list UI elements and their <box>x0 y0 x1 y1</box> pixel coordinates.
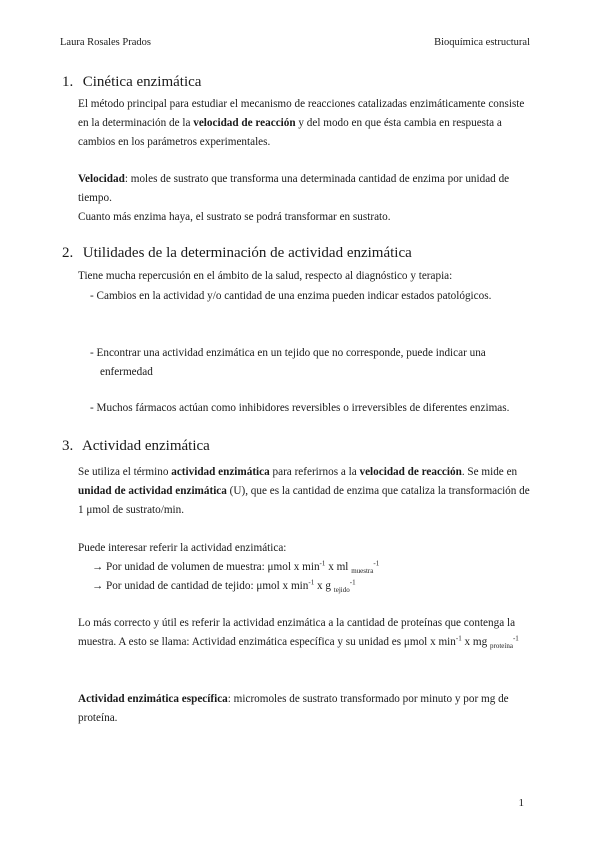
section-2-heading <box>62 245 412 262</box>
section-1-title: Cinética enzimática <box>82 74 202 90</box>
s3-paragraph-4: Actividad enzimática específica: micromoles de sustrato transformado por minuto y por mg de proteína. <box>78 693 509 724</box>
s1-paragraph-velocidad: Velocidad: moles de sustrato que transforma una determinada cantidad de enzima por unidad de tiempo. <box>78 173 510 204</box>
term-actividad-especifica: Actividad enzimática específica <box>78 693 228 705</box>
section-1-number: 1. <box>62 74 74 90</box>
section-1-heading <box>62 74 201 91</box>
header-author: Laura Rosales Prados <box>60 37 151 48</box>
term-velocidad-reaccion: velocidad de reacción <box>193 117 296 129</box>
list-item: - Encontrar una actividad enzimática en un tejido que no corresponde, puede indicar una enfermedad <box>90 347 486 378</box>
s1-paragraph-1: El método principal para estudiar el mecanismo de reacciones catalizadas enzimáticamente consiste en la determinación de la velocidad de reacción y del modo en que ésta cambia en respuesta a cambios en los parámetros experimentales. <box>78 98 525 148</box>
s3-paragraph-3: Lo más correcto y útil es referir la actividad enzimática a la cantidad de proteínas que contenga la muestra. A esto se llama: Actividad enzimática específica y su unidad es μmol x $\min^{-1} x$ mg $_{proteína}^{-1}$ <box>78 617 519 651</box>
header-subject: Bioquímica estructural <box>434 37 530 48</box>
term-velocidad: Velocidad <box>78 173 125 185</box>
section-3-heading <box>62 438 210 455</box>
list-item: - Muchos fármacos actúan como inhibidores reversibles o irreversibles de diferentes enzimas. <box>90 402 510 414</box>
s1-paragraph-3: Cuanto más enzima haya, el sustrato se podrá transformar en sustrato. <box>78 211 391 223</box>
arrow-item-tissue: → Por unidad de cantidad de tejido: μmol x $\min^{-1} x$ g $_{tejido}^{-1}$ <box>92 578 356 595</box>
section-2-title: Utilidades de la determinación de actividad enzimática <box>82 245 412 261</box>
section-3-title: Actividad enzimática <box>81 438 210 454</box>
section-2-number: 2. <box>62 245 74 261</box>
page-number: 1 <box>518 797 524 809</box>
s3-paragraph-2: Puede interesar referir la actividad enzimática: <box>78 542 287 554</box>
list-item: - Cambios en la actividad y/o cantidad de una enzima pueden indicar estados patológicos. <box>90 290 492 302</box>
arrow-item-volume: → Por unidad de volumen de muestra: μmol x $\min^{-1} x$ ml $_{muestra}^{-1}$ <box>92 559 380 576</box>
s2-intro: Tiene mucha repercusión en el ámbito de la salud, respecto al diagnóstico y terapia: <box>78 270 453 282</box>
s3-paragraph-1: Se utiliza el término actividad enzimática para referirnos a la velocidad de reacción. Se mide en unidad de actividad enzimática (U), que es la cantidad de enzima que cataliza la transformación de 1 μmol de sustrato/min. <box>78 466 530 516</box>
section-3-number: 3. <box>62 438 74 454</box>
